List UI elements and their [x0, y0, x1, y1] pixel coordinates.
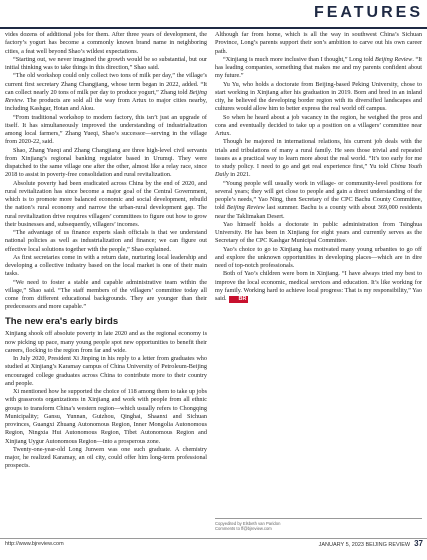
paragraph: “The advantage of us finance experts slash officials is that we understand national policies as well as industrialization and finance; we can figure out effective local solutions together with the people,” Shao explained. [5, 229, 207, 253]
paragraph: “We need to foster a stable and capable administrative team within the village,” Shao said. “The staff members of the villagers’ committee today all come from different educational backgrounds. They are younger than their predecessors and more capable.” [5, 278, 207, 311]
publication-name: Beijing Review [226, 204, 265, 212]
comments-contact: Comments to ff@bjreview.com [215, 526, 272, 532]
paragraph: In July 2020, President Xi Jinping in his reply to a letter from graduates who studied at Xinjiang’s Karamay campus of China University of Petroleum-Beijing encouraged college graduates across China to contribute more to their country and people. [5, 355, 207, 387]
article-column-right [215, 31, 422, 303]
paragraph: Though he majored in international relations, his current job deals with the trials and tribulations of many a rural family. He sees those trivial and repeated issues as a practical way to learn more about the real world. “It’s too early for me to study policy. I need to go and get real experience first,” Yu told China Youth Daily in 2021. [215, 138, 422, 179]
header-rule [0, 27, 427, 29]
footer-issue [319, 539, 423, 548]
paragraph: So when he heard about a job vacancy in the region, he weighed the pros and cons and eventually decided to take up a position on a villagers’ committee near Artux. [215, 113, 422, 137]
end-mark-badge: BR [229, 296, 249, 303]
section-heading: The new era's early birds [5, 315, 119, 327]
paragraph: As first secretaries come in with a return date, nurturing local leadership and developing a collective industry based on the local market is one of their main tasks. [5, 253, 207, 278]
publication-name: China Youth Daily [215, 163, 422, 179]
article-column-left [5, 31, 207, 471]
paragraph: Xinjiang shook off absolute poverty in late 2020 and as the regional economy is now picking up pace, many young people spot new opportunities to benefit their careers, flocking to the region from far and wide. [5, 330, 207, 354]
paragraph: Yao himself holds a doctorate in public administration from Tsinghua University. He has been in Xinjiang for eight years and currently serves as the Secretary of the CPC Kashgar Municipal Committee. [215, 220, 422, 245]
paragraph: Yu Yu, who holds a doctorate from Beijing-based Peking University, chose to start working in Xinjiang after his graduation in 2019. Born and bred in an inland city, he believed the developing border region with its diversified landscapes and cultures would allow him to better express the real world off campus. [215, 80, 422, 113]
paragraph: Although far from home, which is all the way in southwest China’s Sichuan Province, Long’s parents support their son’s ambition to carve out his own career path. [215, 31, 422, 55]
issue-date: JANUARY 5, 2023 BEIJING REVIEW [318, 542, 411, 548]
paragraph: vides dozens of additional jobs for them. After three years of development, the factory’s yogurt has become a commonly known brand name in neighboring cities, a feat well beyond Shao’s wildest expectations. [5, 31, 207, 55]
publication-name: Beijing Review [5, 88, 207, 104]
paragraph: “From traditional workshop to modern factory, this isn’t just an upgrade of itself. It has simultaneously improved the understanding of industrialization among local farmers,” Zhang Yueqi, Shao’s successor—serving in the village from 2020-22, said. [5, 113, 207, 146]
paragraph: Absolute poverty had been eradicated across China by the end of 2020, and rural revitalization has since become a major goal of the Central Government, which is to promote more balanced economic and social development, rebuild the nation’s rural economy and narrow the urban-rural development gap. The rural revitalization drive requires villagers’ committees to figure out how to grow their businesses and, subsequently, villagers’ incomes. [5, 179, 207, 228]
paragraph: Shao, Zhang Yueqi and Zhang Changjiang are three high-level civil servants from Xinjiang’s regional banking regulator based in Urumqi. They were dispatched to the same village one after the other, almost like a relay race, since 2018 to assist in poverty-free consolidation and rural revitalization. [5, 146, 207, 179]
paragraph: Twenty-one-year-old Long Junwen was one such graduate. A chemistry major, he realized Karamay, an oil city, could offer him long-term professional prospects. [5, 445, 207, 470]
publication-name: Beijing Review [374, 55, 413, 63]
paragraph: “Young people will usually work in village- or community-level positions for several years; they will get close to people and gain a direct understanding of the people’s needs,” Yao Ning, then Secretary of the CPC Bachu County Committee, told Beijing Review last summer. Bachu is a county with about 369,000 residents near the Taklimakan Desert. [215, 179, 422, 220]
footer-url[interactable]: http://www.bjreview.com [5, 541, 64, 547]
copyright-note [215, 518, 422, 532]
paragraph: “The old workshop could only collect two tons of milk per day,” the village’s current first secretary Zhang Changjiang, whose term began in 2022, added. “It can collect nearly 20 tons of milk per day to produce yogurt,” Zhang told Beijing Review. The products are sold all the way from Artux to major cities nearby, including Kashgar, Hotan and Aksu. [5, 72, 207, 113]
section-title: FEATURES [313, 4, 423, 21]
page-number: 37 [414, 539, 423, 548]
paragraph: “Xinjiang is much more inclusive than I thought,” Long told Beijing Review. “It has leading companies, something that makes me and my parents confident about my future.” [215, 55, 422, 80]
paragraph: “Starting out, we never imagined the growth would be so substantial, but our initial thinking was to take things in this direction,” Shao said. [5, 55, 207, 71]
paragraph: Both of Yao’s children were born in Xinjiang. “I have always tried my best to improve the local economic, medical services and education. It’s like working for my family. Working hard to achieve local progress: That is my responsibility,” Yao said. BR [215, 270, 422, 302]
copyeditor-credit: Copyedited by Elsbeth van Paridon [215, 521, 281, 526]
paragraph: Yao’s choice to go to Xinjiang has motivated many young urbanites to go off and explore the unknown opportunities in developing places—which are in dire need of top-notch professionals. [215, 245, 422, 269]
paragraph: Xi mentioned how he supported the choice of 118 among them to take up jobs with grassroots organizations in Xinjiang and work with people from all ethnic groups to transform China’s western region—which usually refers to Chongqing Municipality; Gansu, Yunnan, Guizhou, Qinghai, Shaanxi and Sichuan provinces, Guangxi Zhuang Autonomous Region, Inner Mongolia Autonomous Region, Ningxia Hui Autonomous Region, Tibet Autonomous Region and Xinjiang Uygur Autonomous Region—into a prosperous zone. [5, 388, 207, 445]
